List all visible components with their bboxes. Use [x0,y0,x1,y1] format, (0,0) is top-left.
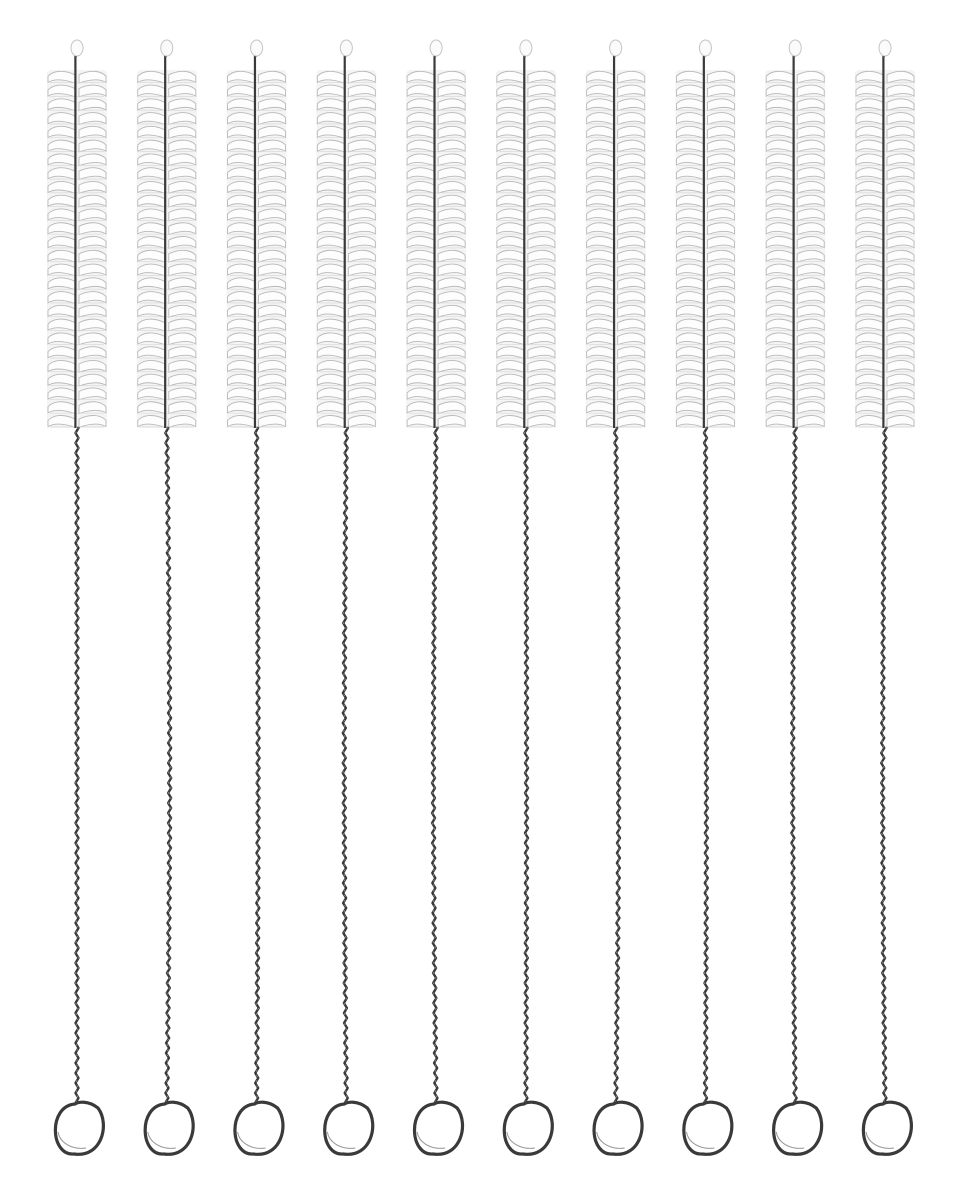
handle-loop-highlight [417,1132,445,1148]
handle-loop [414,1102,462,1154]
brush-7 [586,40,646,1154]
handle-loop-highlight [597,1132,625,1148]
handle-wire [255,428,260,1103]
brush-tip [251,40,263,56]
handle-loop-highlight [148,1132,176,1148]
handle-wire [524,428,528,1103]
brush-3 [227,40,287,1154]
brush-1 [47,40,107,1154]
brush-tip [699,40,711,56]
brush-6 [496,40,556,1154]
handle-wire [432,428,438,1103]
handle-loop [863,1102,911,1154]
brush-10 [855,40,915,1154]
brush-tip [71,40,83,56]
handle-loop-highlight [238,1132,266,1148]
brush-8 [675,40,735,1154]
handle-loop-highlight [327,1132,355,1148]
handle-wire [881,428,886,1103]
handle-loop [594,1102,642,1154]
handle-loop [145,1102,193,1154]
brush-tip [789,40,801,56]
handle-loop [774,1102,822,1154]
handle-wire [343,428,348,1103]
handle-wire [165,428,171,1103]
handle-loop-highlight [776,1132,804,1148]
brush-tip [520,40,532,56]
brush-tip [340,40,352,56]
brush-tip [879,40,891,56]
handle-loop-highlight [58,1132,86,1148]
handle-wire [704,428,708,1103]
handle-wire [791,428,796,1103]
brush-5 [406,40,466,1154]
handle-loop-highlight [507,1132,535,1148]
brush-tip [161,40,173,56]
handle-loop [325,1102,373,1154]
handle-loop [504,1102,552,1154]
brush-tip [610,40,622,56]
handle-wire [76,428,79,1103]
handle-loop [684,1102,732,1154]
handle-loop-highlight [866,1132,894,1148]
brush-9 [765,40,825,1154]
handle-wire [614,428,620,1103]
handle-loop [235,1102,283,1154]
brush-2 [137,40,197,1154]
brush-4 [316,40,376,1154]
handle-loop [55,1102,103,1154]
brush-tip [430,40,442,56]
handle-loop-highlight [686,1132,714,1148]
